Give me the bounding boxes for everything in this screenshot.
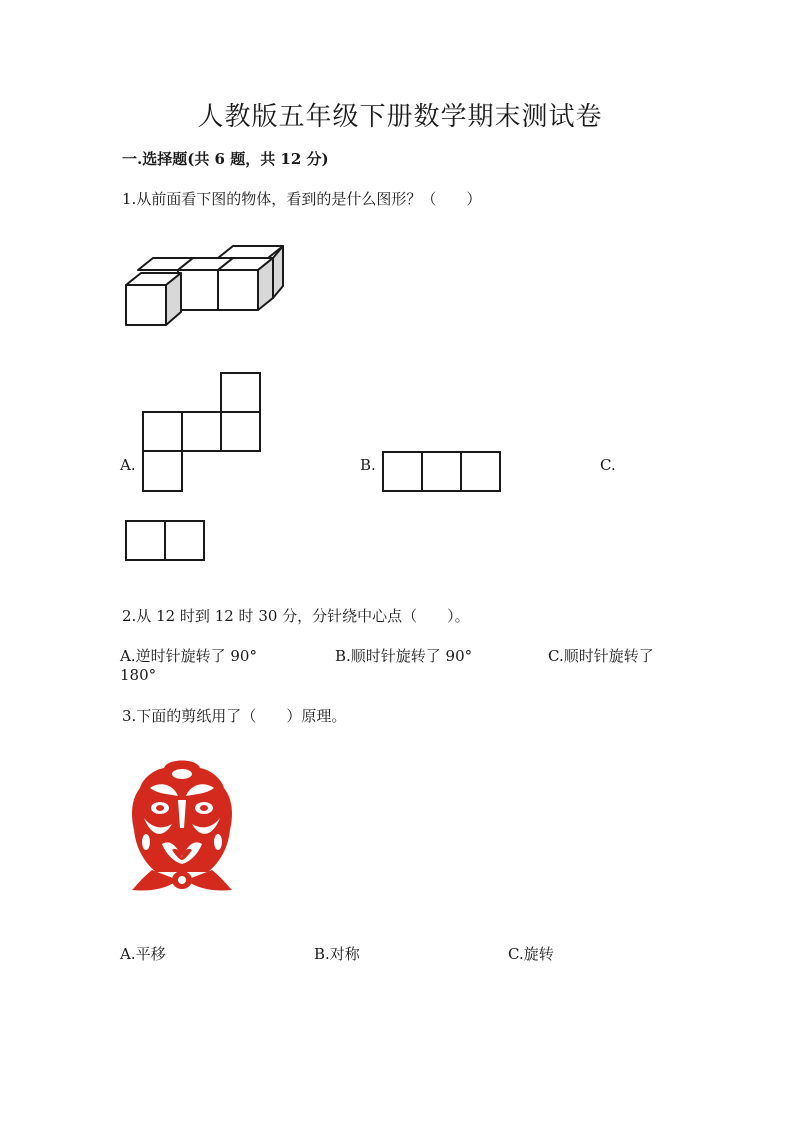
q1-option-c-shape bbox=[124, 519, 208, 563]
cube-stack-figure-icon bbox=[118, 240, 288, 330]
papercut-face-image-icon bbox=[122, 758, 242, 898]
q1-option-b-shape bbox=[381, 450, 503, 494]
q1-option-a-label: A. bbox=[120, 456, 136, 474]
q2-option-c-continued: 180° bbox=[120, 666, 157, 684]
question-1-text: 1.从前面看下图的物体，看到的是什么图形？（ ） bbox=[122, 190, 482, 208]
q2-option-c: C.顺时针旋转了 bbox=[548, 647, 654, 665]
section-heading: 一.选择题(共 6 题，共 12 分) bbox=[122, 150, 329, 168]
q3-option-c: C.旋转 bbox=[508, 945, 554, 963]
q2-option-a: A.逆时针旋转了 90° bbox=[120, 647, 257, 665]
q1-option-c-label: C. bbox=[600, 456, 616, 474]
q3-option-a: A.平移 bbox=[120, 945, 166, 963]
question-2-text: 2.从 12 时到 12 时 30 分，分针绕中心点（ ）。 bbox=[122, 607, 470, 625]
q3-option-b: B.对称 bbox=[314, 945, 360, 963]
q1-option-a-shape bbox=[140, 371, 265, 494]
question-3-text: 3.下面的剪纸用了（ ）原理。 bbox=[122, 707, 347, 725]
page-title: 人教版五年级下册数学期末测试卷 bbox=[197, 102, 603, 132]
q2-option-b: B.顺时针旋转了 90° bbox=[335, 647, 473, 665]
q1-option-b-label: B. bbox=[360, 456, 376, 474]
